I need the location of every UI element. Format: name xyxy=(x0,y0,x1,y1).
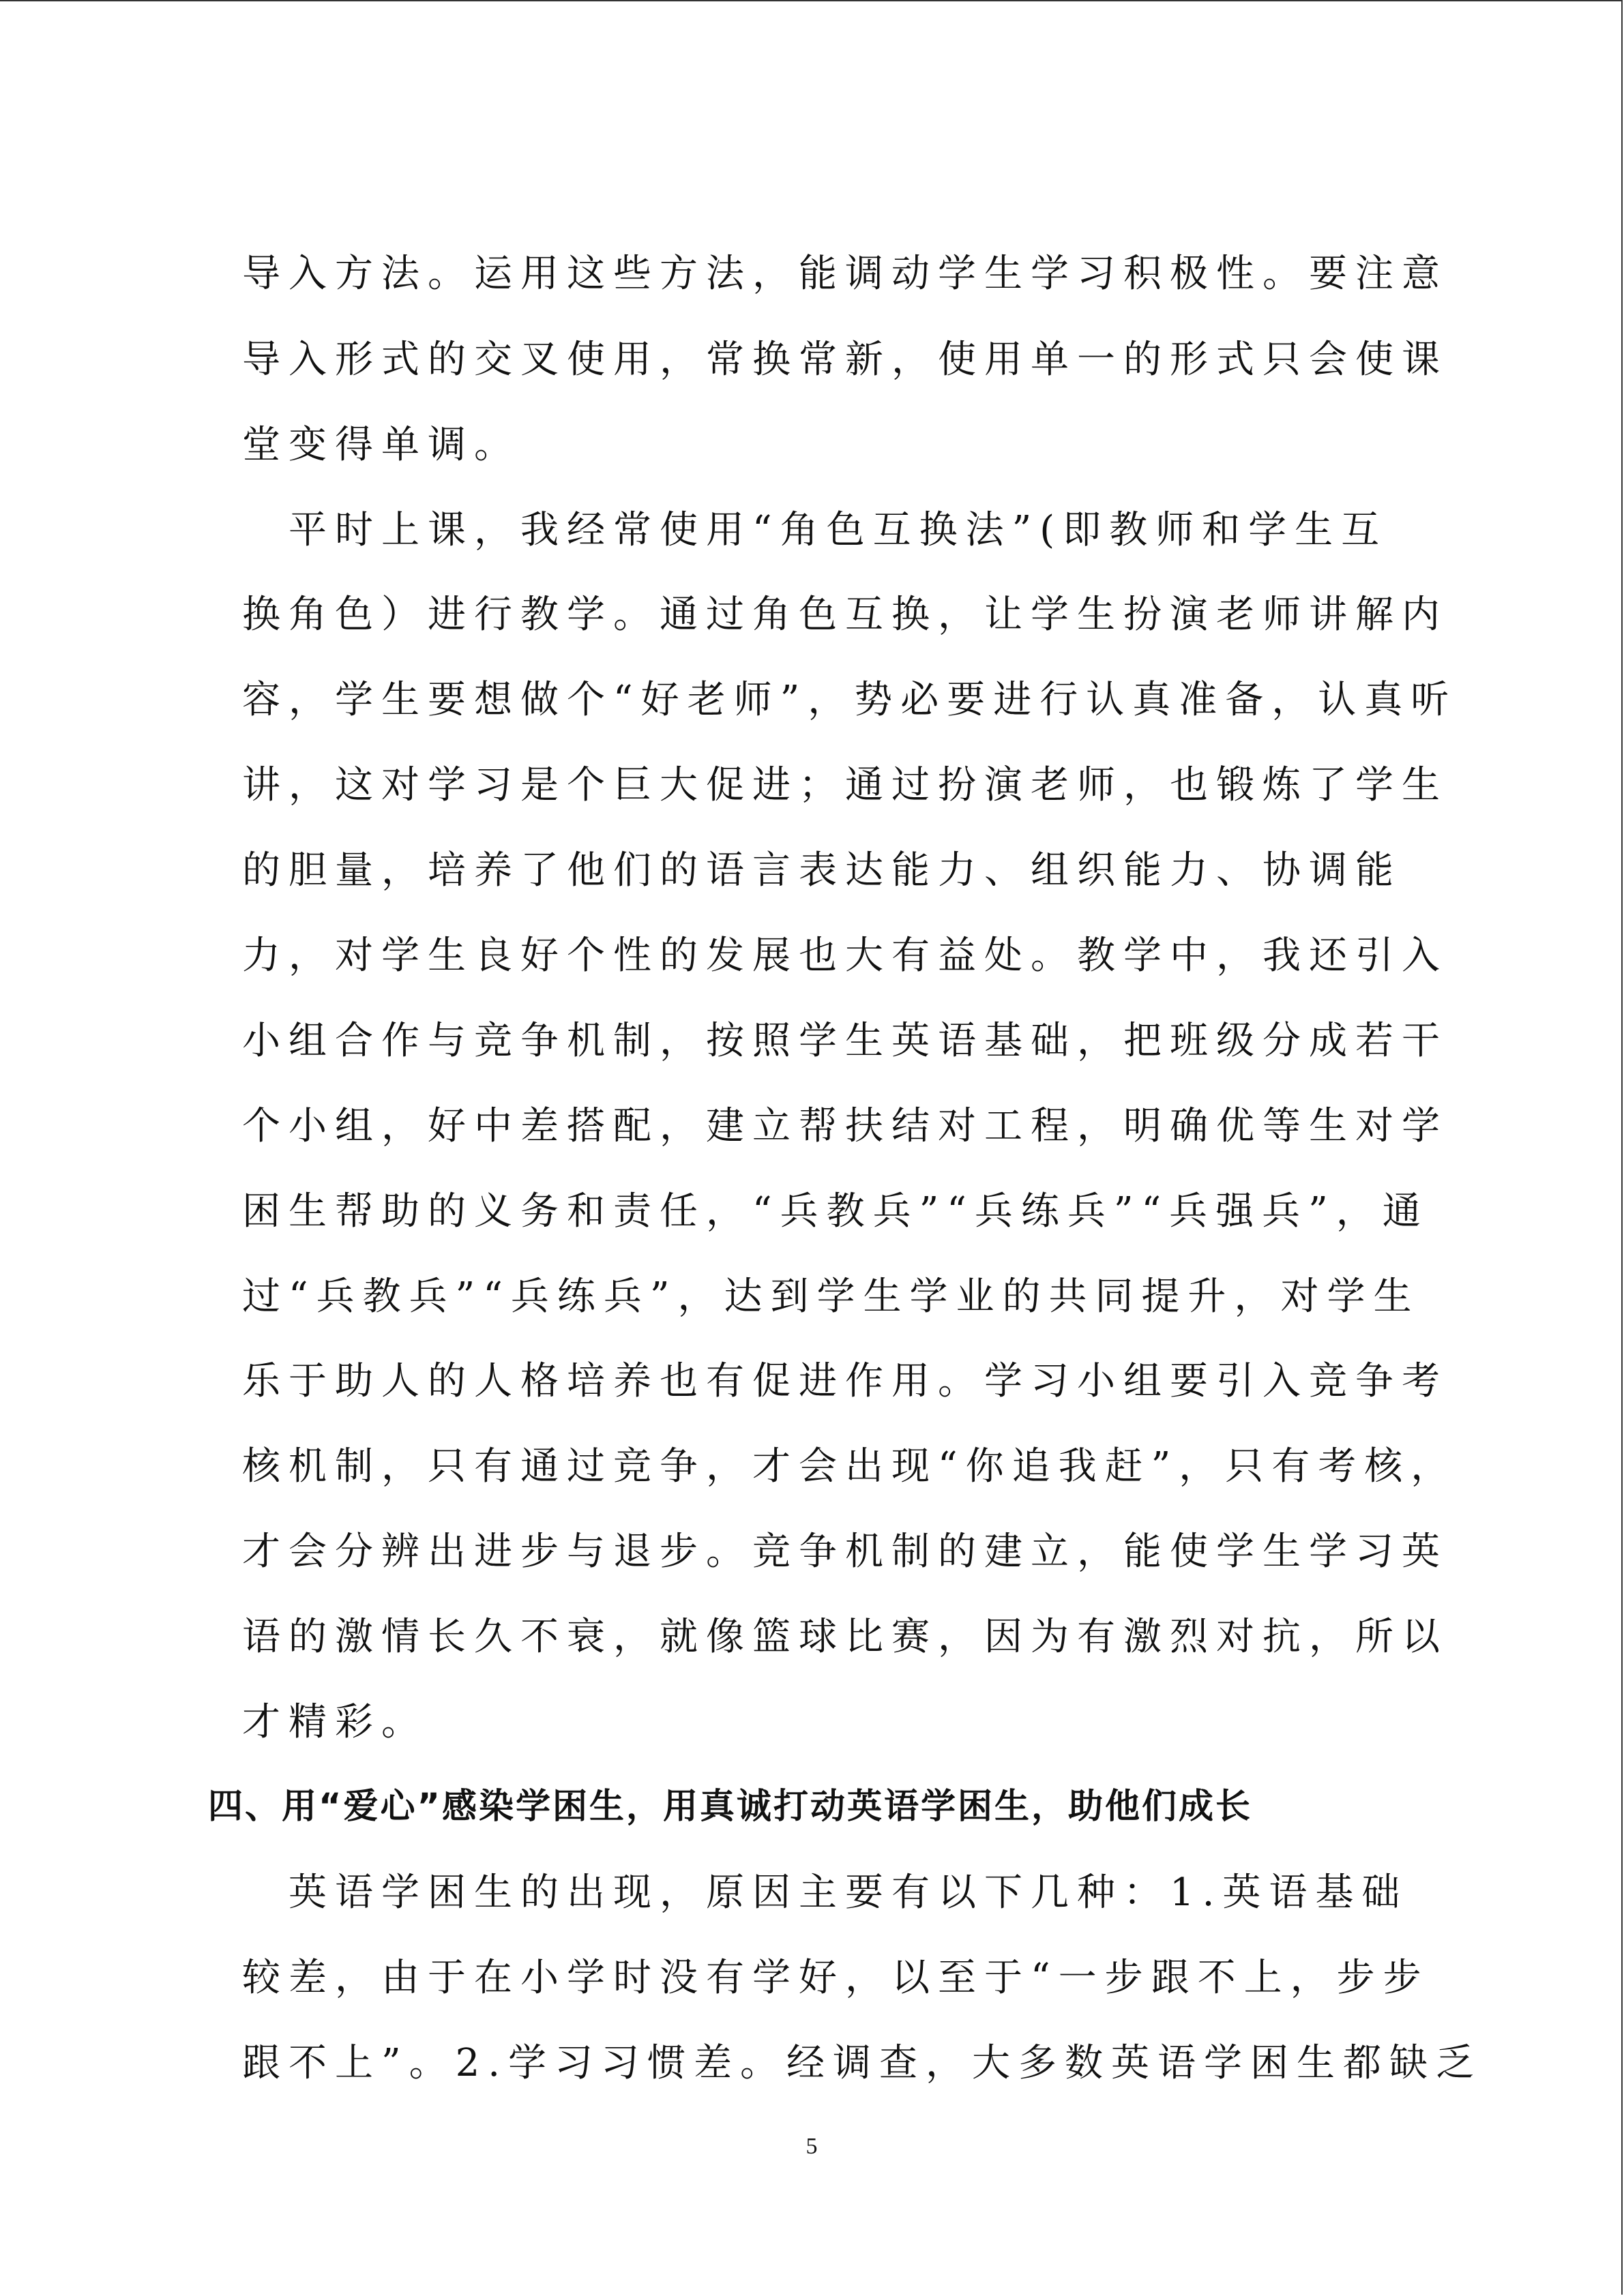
text-line: 才会分辨出进步与退步。竞争机制的建立，能使学生学习英 xyxy=(242,1530,1448,1574)
text-line: 堂变得单调。 xyxy=(242,423,520,467)
text-line: 导入方法。运用这些方法，能调动学生学习积极性。要注意 xyxy=(242,252,1448,296)
text-line: 较差，由于在小学时没有学好，以至于“一步跟不上，步步 xyxy=(242,1956,1430,2000)
text-line: 跟不上”。2.学习习惯差。经调查，大多数英语学困生都缺乏 xyxy=(242,2041,1483,2085)
text-line: 讲，这对学习是个巨大促进；通过扮演老师，也锻炼了学生 xyxy=(242,763,1448,807)
text-line: 平时上课，我经常使用“角色互换法”(即教师和学生互 xyxy=(242,508,1388,552)
text-line: 英语学困生的出现，原因主要有以下几种：1.英语基础 xyxy=(242,1870,1408,1915)
text-line: 困生帮助的义务和责任，“兵教兵”“兵练兵”“兵强兵”，通 xyxy=(242,1189,1429,1234)
page-number: 5 xyxy=(806,2134,818,2159)
text-line: 语的激情长久不衰，就像篮球比赛，因为有激烈对抗，所以 xyxy=(242,1615,1448,1659)
text-line: 过“兵教兵”“兵练兵”，达到学生学业的共同提升，对学生 xyxy=(242,1274,1420,1319)
text-line: 小组合作与竞争机制，按照学生英语基础，把班级分成若干 xyxy=(242,1019,1448,1063)
text-line: 乐于助人的人格培养也有促进作用。学习小组要引入竞争考 xyxy=(242,1359,1448,1403)
section-heading: 四、用“爱心”感染学困生，用真诚打动英语学困生，助他们成长 xyxy=(208,1787,1253,1827)
text-line: 力，对学生良好个性的发展也大有益处。教学中，我还引入 xyxy=(242,934,1448,978)
text-line: 才精彩。 xyxy=(242,1700,428,1744)
text-line: 核机制，只有通过竞争，才会出现“你追我赶”，只有考核， xyxy=(242,1444,1458,1489)
text-line: 的胆量，培养了他们的语言表达能力、组织能力、协调能 xyxy=(242,848,1402,893)
text-line: 导入形式的交叉使用，常换常新，使用单一的形式只会使课 xyxy=(242,338,1448,382)
text-line: 换角色）进行教学。通过角色互换，让学生扮演老师讲解内 xyxy=(242,593,1448,637)
text-line: 个小组，好中差搭配，建立帮扶结对工程，明确优等生对学 xyxy=(242,1104,1448,1148)
text-line: 容，学生要想做个“好老师”，势必要进行认真准备，认真听 xyxy=(242,678,1458,722)
